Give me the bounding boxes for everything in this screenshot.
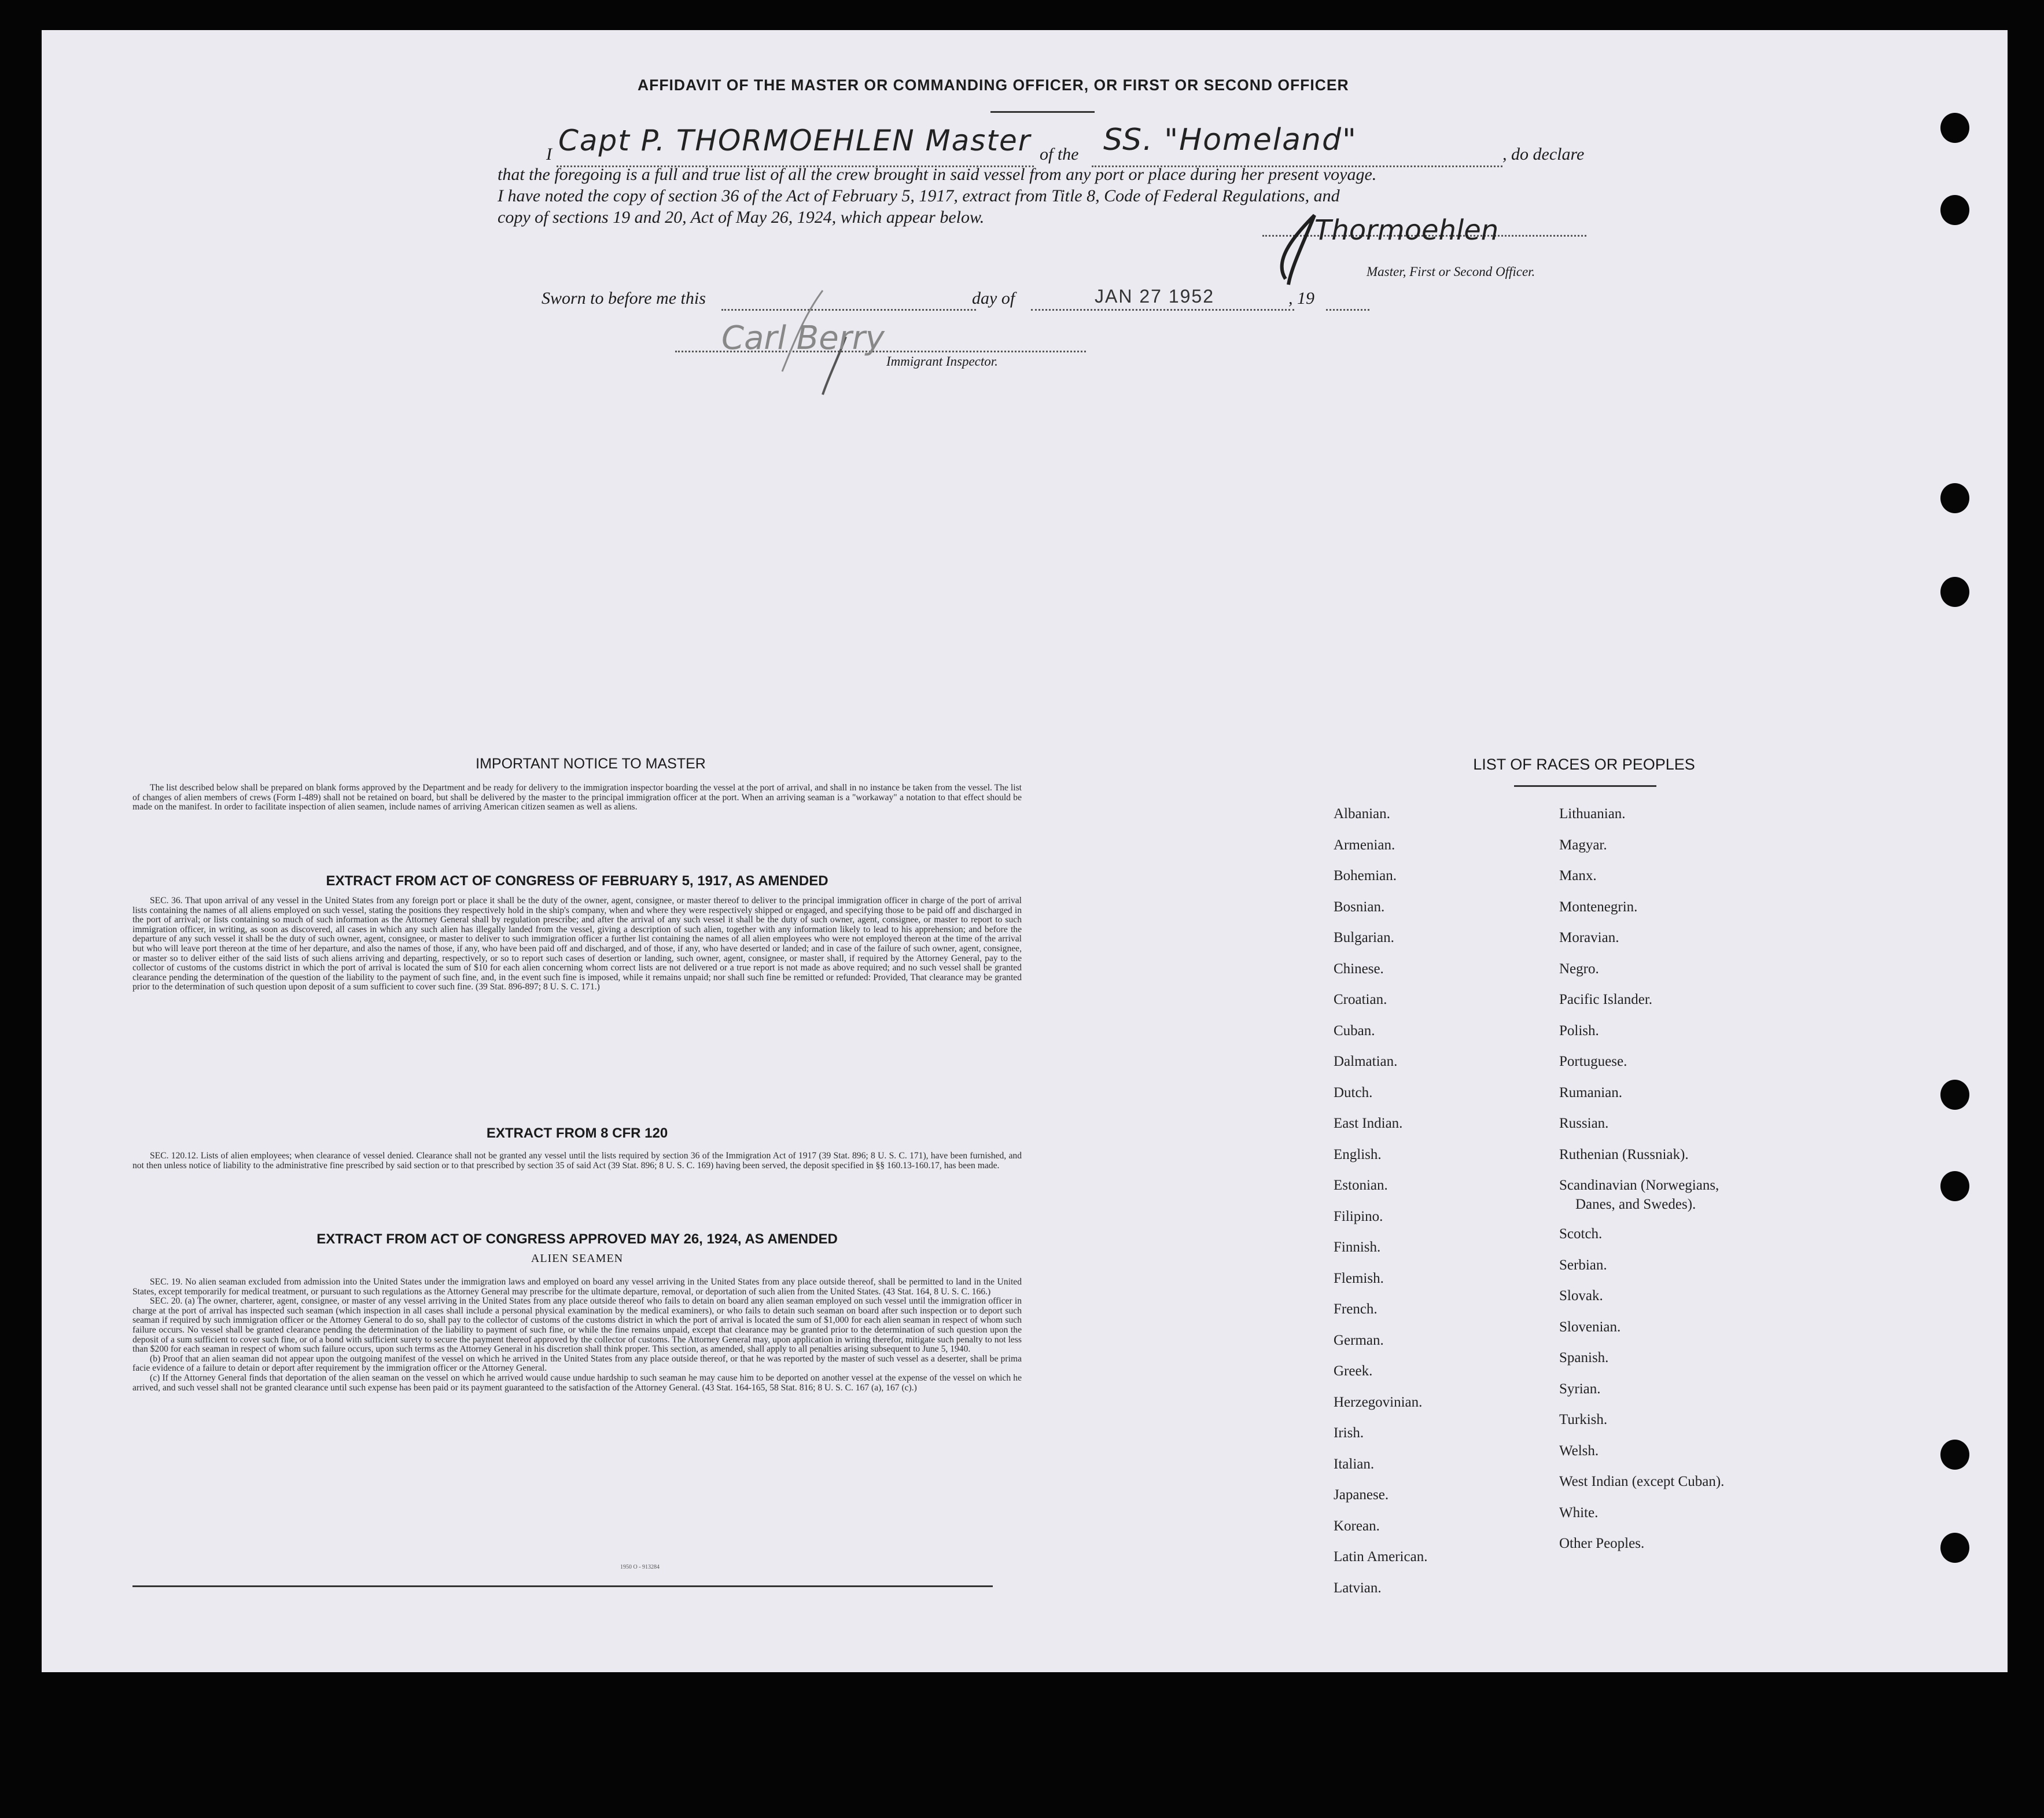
inspector-signature: Carl Berry <box>721 319 885 357</box>
race-item: French. <box>1334 1301 1378 1317</box>
race-item: Slovak. <box>1559 1288 1603 1304</box>
race-item: Flemish. <box>1334 1270 1384 1286</box>
race-item: Latvian. <box>1334 1580 1382 1596</box>
race-item: Japanese. <box>1334 1487 1389 1503</box>
races-left-column <box>1334 798 1427 1603</box>
i-prefix: I <box>546 145 552 164</box>
affidavit-line-2: that the foregoing is a full and true list of all the crew brought in said vessel from any port or place during her present voyage. <box>498 165 1377 184</box>
race-item: Chinese. <box>1334 960 1384 977</box>
race-item: Greek. <box>1334 1363 1373 1379</box>
race-item: Estonian. <box>1334 1177 1388 1193</box>
punch-hole <box>1940 1533 1969 1563</box>
race-item: Italian. <box>1334 1456 1375 1472</box>
of-the-text: of the <box>1040 145 1079 164</box>
race-item: Bosnian. <box>1334 899 1385 915</box>
punch-hole <box>1940 195 1969 225</box>
race-item: Bulgarian. <box>1334 930 1394 945</box>
inspector-caption: Immigrant Inspector. <box>886 354 998 369</box>
race-item: Other Peoples. <box>1559 1536 1645 1551</box>
race-item: Montenegrin. <box>1559 899 1638 915</box>
sworn-text: Sworn to before me this <box>542 289 706 308</box>
race-item: Bohemian. <box>1334 868 1397 884</box>
extract-cfr-text <box>132 1151 1022 1171</box>
race-item: Filipino. <box>1334 1208 1383 1224</box>
race-item: Cuban. <box>1334 1022 1375 1039</box>
punch-hole <box>1940 577 1969 607</box>
extract-cfr-heading: EXTRACT FROM 8 CFR 120 <box>486 1125 668 1141</box>
date-stamp: JAN 27 1952 <box>1095 286 1215 307</box>
race-item: Scotch. <box>1559 1226 1603 1242</box>
race-item: Serbian. <box>1559 1257 1607 1273</box>
punch-hole <box>1940 1080 1969 1110</box>
race-item: German. <box>1334 1332 1384 1348</box>
race-item: East Indian. <box>1334 1116 1403 1131</box>
race-item: Herzegovinian. <box>1334 1394 1423 1410</box>
race-item: Croatian. <box>1334 992 1387 1007</box>
punch-hole <box>1940 113 1969 143</box>
print-code: 1950 O - 913284 <box>620 1564 660 1570</box>
race-item: Rumanian. <box>1559 1084 1623 1101</box>
year-text: , 19 <box>1288 289 1314 308</box>
race-item: Finnish. <box>1334 1239 1381 1255</box>
race-item: Dalmatian. <box>1334 1054 1398 1069</box>
punch-hole <box>1940 1440 1969 1470</box>
master-caption: Master, First or Second Officer. <box>1367 264 1535 279</box>
sec-20b-paragraph: (b) Proof that an alien seaman did not appear upon the outgoing manifest of the vessel on which he arrived in the United States from any place outside thereof, or that he was reported by the master of such vessel as a deserter, shall be prima facie evidence of a failure to detain or deport after requirement by the immigration officer or the Attorney General. <box>132 1353 1022 1374</box>
race-item: Polish. <box>1559 1022 1599 1039</box>
race-item: Syrian. <box>1559 1381 1601 1397</box>
sec-20c-paragraph: (c) If the Attorney General finds that deportation of the alien seaman on the vessel on which he arrived would cause undue hardship to such seaman he may cause him to be deported on another vessel at the expense of the vessel on which he arrived, and such vessel shall not be granted clearance until such expense has been paid or its payment guaranteed to the satisfaction of the Attorney General. (43 Stat. 164-165, 58 Stat. 816; 8 U. S. C. 167 (a), 167 (c).) <box>132 1372 1022 1393</box>
race-item: Albanian. <box>1334 806 1390 822</box>
race-item: Armenian. <box>1334 837 1395 853</box>
race-item: Pacific Islander. <box>1559 992 1653 1007</box>
race-item: Scandinavian (Norwegians, <box>1559 1177 1719 1193</box>
punch-hole <box>1940 1171 1969 1201</box>
race-item: Ruthenian (Russniak). <box>1559 1146 1689 1162</box>
race-item: Dutch. <box>1334 1084 1373 1101</box>
sworn-year-line <box>1326 307 1369 311</box>
race-item: Turkish. <box>1559 1412 1608 1427</box>
race-item: Danes, and Swedes). <box>1575 1197 1696 1212</box>
race-item: Lithuanian. <box>1559 806 1626 822</box>
race-item: Welsh. <box>1559 1442 1599 1459</box>
race-item: Slovenian. <box>1559 1319 1621 1335</box>
race-item: English. <box>1334 1146 1382 1162</box>
extract-1924-heading: EXTRACT FROM ACT OF CONGRESS APPROVED MAY 26, 1924, AS AMENDED <box>316 1231 838 1247</box>
race-item: Manx. <box>1559 868 1597 884</box>
extract-1917-text <box>132 896 1022 992</box>
day-of-text: day of <box>972 289 1015 308</box>
races-heading: LIST OF RACES OR PEOPLES <box>1473 756 1695 773</box>
title-rule <box>990 111 1095 113</box>
extract-1917-heading: EXTRACT FROM ACT OF CONGRESS OF FEBRUARY 5, 1917, AS AMENDED <box>326 873 828 889</box>
bottom-rule <box>132 1585 993 1587</box>
race-item: White. <box>1559 1504 1599 1521</box>
races-heading-rule <box>1514 785 1656 787</box>
race-item: Latin American. <box>1334 1549 1428 1565</box>
vessel-name: SS. "Homeland" <box>1103 123 1357 157</box>
master-name: Capt P. THORMOEHLEN Master <box>558 124 1032 157</box>
extract-1917-paragraph: SEC. 36. That upon arrival of any vessel in the United States from any foreign port or place it shall be the duty of the owner, agent, consignee, or master thereof to deliver to the principal immigration officer in charge of the port of arrival lists containing the names of all aliens employed on such vessel, stating the positions they respectively hold in the ship's company, when and where they were respectively shipped or engaged, and specifying those to be paid off and discharged in the port of arrival; or lists containing so much of such information as the Attorney General shall by regulation prescribe; and after the arrival of any such vessel it shall be the duty of such owner, agent, consignee, or master to report to such immigration officer, in writing, as soon as discovered, all cases in which any such alien has illegally landed from the vessel, giving a description of such alien, together with any information likely to lead to his apprehension; and before the departure of any such vessel it shall be the duty of such owner, agent, consignee, or master to deliver to such immigration officer a further list containing the names of all alien employees who were not employed thereon at the time of the arrival but who will leave port thereon at the time of her departure, and also the names of those, if any, who have been paid off and discharged, and of those, if any, who have deserted or landed; and in case of the failure of such owner, agent, consignee, or master so to deliver either of the said lists of such aliens arriving and departing, respectively, or so to report such cases of desertion or landing, such owner, agent, consignee, or master shall, if required by the Attorney General, pay to the collector of customs of the customs district in which the port of arrival is located the sum of $10 for each alien concerning whom correct lists are not delivered or a true report is not made as above required; and no such vessel shall be granted clearance pending the determination of the question of the liability to the payment of such fine, and, in the event such fine is imposed, while it remains unpaid; nor shall such fine be remitted or refunded: Provided, That clearance may be granted prior to the determination of such question upon deposit of a sum sufficient to cover such fine. (39 Stat. 896-897; 8 U. S. C. 171.) <box>132 896 1022 992</box>
punch-hole <box>1940 483 1969 513</box>
affidavit-title: AFFIDAVIT OF THE MASTER OR COMMANDING OFFICER, OR FIRST OR SECOND OFFICER <box>638 76 1349 94</box>
notice-text <box>132 783 1022 812</box>
race-item: Negro. <box>1559 960 1599 977</box>
extract-1924-text <box>132 1278 1022 1393</box>
race-item: Spanish. <box>1559 1350 1609 1366</box>
sworn-month-line <box>1031 307 1294 311</box>
master-signature: Thormoehlen <box>1314 214 1499 246</box>
race-item: Magyar. <box>1559 837 1607 853</box>
race-item: Russian. <box>1559 1116 1609 1131</box>
affidavit-line-4: copy of sections 19 and 20, Act of May 26, 1924, which appear below. <box>498 208 985 227</box>
affidavit-line-3: I have noted the copy of section 36 of the Act of February 5, 1917, extract from Title 8, Code of Federal Regulations, and <box>498 186 1340 205</box>
race-item: West Indian (except Cuban). <box>1559 1474 1725 1489</box>
race-item: Portuguese. <box>1559 1054 1627 1069</box>
race-item: Moravian. <box>1559 930 1619 945</box>
do-declare-text: , do declare <box>1502 145 1585 164</box>
sec-19-paragraph: SEC. 19. No alien seaman excluded from admission into the United States under the immigration laws and employed on board any vessel arriving in the United States from any place outside thereof, shall be permitted to land in the United States, except temporarily for medical treatment, or pursuant to such regulations as the Attorney General may prescribe for the ultimate departure, removal, or deportation of such alien from the United States. (43 Stat. 164, 8 U. S. C. 166.) <box>132 1277 1022 1297</box>
notice-heading: IMPORTANT NOTICE TO MASTER <box>476 756 706 772</box>
races-right-column <box>1559 798 1724 1559</box>
extract-cfr-paragraph: SEC. 120.12. Lists of alien employees; when clearance of vessel denied. Clearance shall not be granted any vessel until the lists required by section 36 of the Immigration Act of 1917 (39 Stat. 896; 8 U. S. C. 171), have been furnished, and not then unless notice of liability to the administrative fine prescribed by said section or to that prescribed by section 35 of said Act (39 Stat. 896; 8 U. S. C. 169) having been served, the deposit specified in §§ 160.13-160.17, has been made. <box>132 1151 1022 1171</box>
extract-1924-subheading: ALIEN SEAMEN <box>531 1252 624 1265</box>
race-item: Korean. <box>1334 1518 1380 1534</box>
notice-paragraph: The list described below shall be prepared on blank forms approved by the Department and be ready for delivery to the immigration inspector boarding the vessel at the port of arrival, and shall in no instance be taken from the vessel. The list of changes of alien members of crews (Form I-489) shall not be retained on board, but shall be delivered by the master to the principal immigration officer at the port. When an arriving seaman is a "workaway" a notation to that effect should be made on the manifest. In order to facilitate inspection of alien seamen, include names of arriving American citizen seamen as well as aliens. <box>132 783 1022 812</box>
sec-20a-paragraph: SEC. 20. (a) The owner, charterer, agent, consignee, or master of any vessel arriving in the United States from any place outside thereof who fails to detain on board any alien seaman employed on such vessel until the immigration officer in charge at the port of arrival has inspected such seaman (which inspection in all cases shall include a personal physical examination by the medical examiners), or who fails to detain such seaman on board after such inspection or to deport such seaman if required by such immigration officer or the Attorney General to do so, shall pay to the collector of customs of the customs district in which the port of arrival is located the sum of $1,000 for each alien seaman in respect of whom such failure occurs. No vessel shall be granted clearance pending the determination of the liability to payment of such fine, or while the fine remains unpaid, except that clearance may be granted prior to the determination of such question upon the deposit of a sum sufficient to cover such fine, or of a bond with sufficient surety to secure the payment thereof approved by the collector of customs. The Attorney General may, upon application in writing therefor, mitigate such penalty to not less than $200 for each seaman in respect of whom such failure occurs, upon such terms as the Attorney General in his discretion shall think proper. This section, as amended, shall apply to all penalties arising subsequent to June 5, 1940. <box>132 1296 1022 1355</box>
document-page <box>42 30 2008 1672</box>
race-item: Irish. <box>1334 1425 1364 1441</box>
